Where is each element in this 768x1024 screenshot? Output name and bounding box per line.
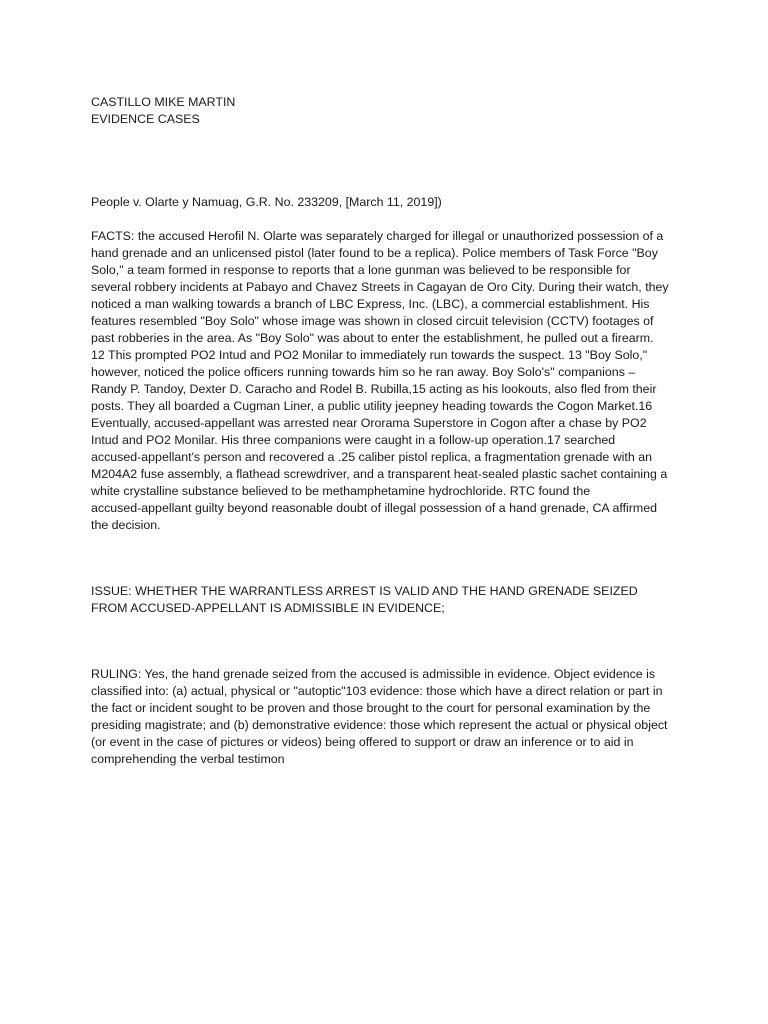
document-subject: EVIDENCE CASES	[91, 112, 200, 126]
facts-line: features resembled "Boy Solo" whose image was shown in closed circuit television (CCTV) footages of	[91, 314, 654, 328]
facts-line: accused-appellant's person and recovered a .25 caliber pistol replica, a fragmentation grenade with an	[91, 450, 652, 464]
facts-line: the decision.	[91, 518, 161, 532]
facts-line: Solo," a team formed in response to reports that a lone gunman was believed to be responsible for	[91, 263, 631, 277]
author-name: CASTILLO MIKE MARTIN	[91, 95, 236, 109]
facts-line: noticed a man walking towards a branch of LBC Express, Inc. (LBC), a commercial establishment. His	[91, 297, 650, 311]
ruling-line: classified into: (a) actual, physical or "autoptic"103 evidence: those which have a direct relation or part in	[91, 684, 663, 698]
document-header	[91, 94, 691, 128]
case-citation-text: People v. Olarte y Namuag, G.R. No. 233209, [March 11, 2019])	[91, 195, 442, 209]
facts-line: accused-appellant guilty beyond reasonable doubt of illegal possession of a hand grenade, CA affirmed	[91, 501, 657, 515]
facts-line: M204A2 fuse assembly, a flathead screwdriver, and a transparent heat-sealed plastic sachet containing a	[91, 467, 668, 481]
facts-line: Eventually, accused-appellant was arrested near Ororama Superstore in Cogon after a chase by PO2	[91, 416, 647, 430]
ruling-line: comprehending the verbal testimon	[91, 752, 285, 766]
facts-line: however, noticed the police officers running towards him so he ran away. Boy Solo's" companions –	[91, 365, 636, 379]
ruling-line: the fact or incident sought to be proven and those brought to the court for personal examination by the	[91, 701, 651, 715]
facts-line: white crystalline substance believed to be methamphetamine hydrochloride. RTC found the	[91, 484, 591, 498]
issue-line: FROM ACCUSED-APPELLANT IS ADMISSIBLE IN EVIDENCE;	[91, 601, 445, 615]
ruling-paragraph	[91, 666, 691, 768]
issue-paragraph	[91, 583, 691, 617]
facts-line: Randy P. Tandoy, Dexter D. Caracho and Rodel B. Rubilla,15 acting as his lookouts, also fled from their	[91, 382, 657, 396]
facts-line: FACTS: the accused Herofil N. Olarte was separately charged for illegal or unauthorized possession of a	[91, 229, 664, 243]
facts-line: past robberies in the area. As "Boy Solo" was about to enter the establishment, he pulled out a firearm.	[91, 331, 654, 345]
facts-line: hand grenade and an unlicensed pistol (later found to be a replica). Police members of Task Force "Boy	[91, 246, 658, 260]
facts-paragraph	[91, 228, 691, 534]
ruling-line: (or event in the case of pictures or videos) being offered to support or draw an inference or to aid in	[91, 735, 634, 749]
issue-line: ISSUE: WHETHER THE WARRANTLESS ARREST IS VALID AND THE HAND GRENADE SEIZED	[91, 584, 638, 598]
case-citation	[91, 194, 691, 211]
facts-line: several robbery incidents at Pabayo and Chavez Streets in Cagayan de Oro City. During their watch, they	[91, 280, 669, 294]
facts-line: Intud and PO2 Monilar. His three companions were caught in a follow-up operation.17 searched	[91, 433, 616, 447]
facts-line: 12 This prompted PO2 Intud and PO2 Monilar to immediately run towards the suspect. 13 "Boy Solo,"	[91, 348, 648, 362]
facts-line: posts. They all boarded a Cugman Liner, a public utility jeepney heading towards the Cogon Market.16	[91, 399, 653, 413]
ruling-line: presiding magistrate; and (b) demonstrative evidence: those which represent the actual or physical object	[91, 718, 668, 732]
ruling-line: RULING: Yes, the hand grenade seized from the accused is admissible in evidence. Object evidence is	[91, 667, 656, 681]
